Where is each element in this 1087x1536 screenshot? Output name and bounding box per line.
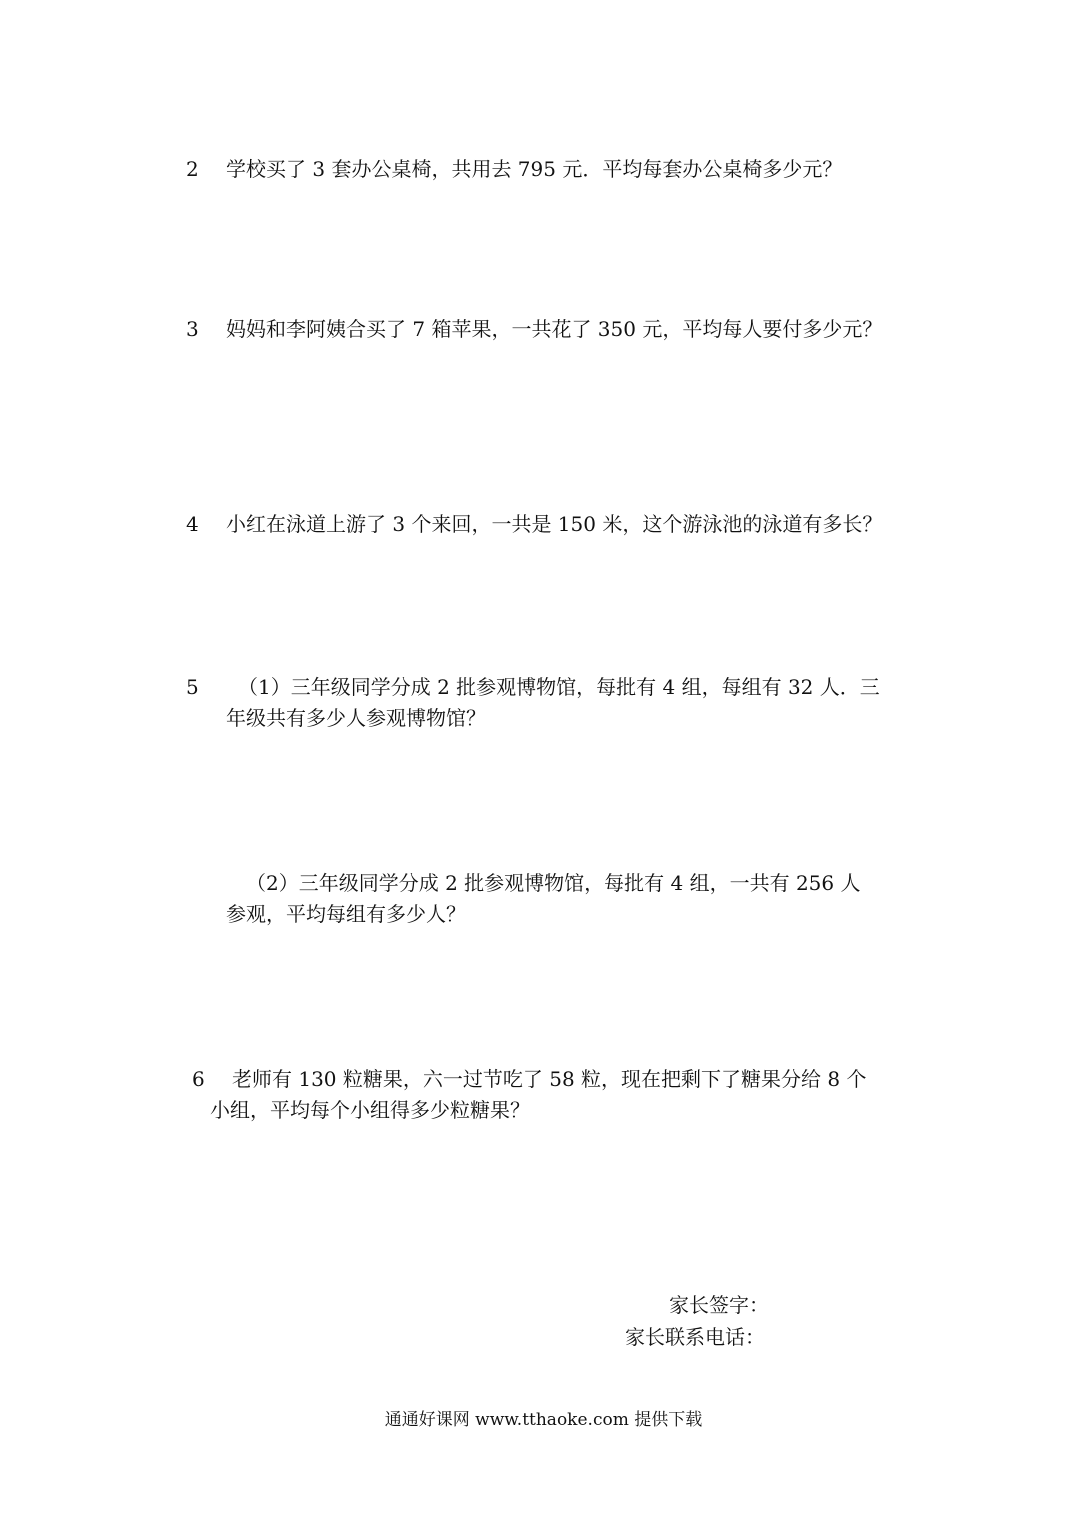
question-6-number: 6 — [192, 1067, 205, 1091]
question-4-text — [226, 509, 882, 540]
parent-phone-label: 家长联系电话： — [625, 1325, 765, 1349]
question-5-part-2-line-1: （2）三年级同学分成 2 批参观博物馆，每批有 4 组，一共有 256 人 — [246, 871, 861, 895]
question-5-part-1 — [226, 672, 880, 734]
question-4-number: 4 — [186, 512, 199, 536]
question-6-text — [210, 1064, 867, 1126]
question-2-line-1: 学校买了 3 套办公桌椅，共用去 795 元．平均每套办公桌椅多少元？ — [226, 157, 843, 181]
question-5-part-1-line-2: 年级共有多少人参观博物馆？ — [226, 706, 486, 730]
footer-credit: 通通好课网 www.tthaoke.com 提供下载 — [384, 1410, 703, 1430]
parent-signature-label: 家长签字： — [669, 1293, 769, 1317]
question-3-number: 3 — [186, 317, 199, 341]
question-5-number: 5 — [186, 675, 199, 699]
question-6-line-1: 老师有 130 粒糖果，六一过节吃了 58 粒，现在把剩下了糖果分给 8 个 — [232, 1067, 867, 1091]
question-5-part-1-line-1: （1）三年级同学分成 2 批参观博物馆，每批有 4 组，每组有 32 人．三 — [238, 675, 880, 699]
question-2-number: 2 — [186, 157, 199, 181]
question-3-line-1: 妈妈和李阿姨合买了 7 箱苹果，一共花了 350 元，平均每人要付多少元？ — [226, 317, 883, 341]
question-5-part-2 — [226, 868, 861, 930]
question-3-text — [226, 314, 882, 345]
question-2-text — [226, 154, 842, 185]
question-5-part-2-line-2: 参观，平均每组有多少人？ — [226, 902, 466, 926]
question-6-line-2: 小组，平均每个小组得多少粒糖果？ — [210, 1098, 530, 1122]
question-4-line-1: 小红在泳道上游了 3 个来回，一共是 150 米，这个游泳池的泳道有多长？ — [226, 512, 883, 536]
